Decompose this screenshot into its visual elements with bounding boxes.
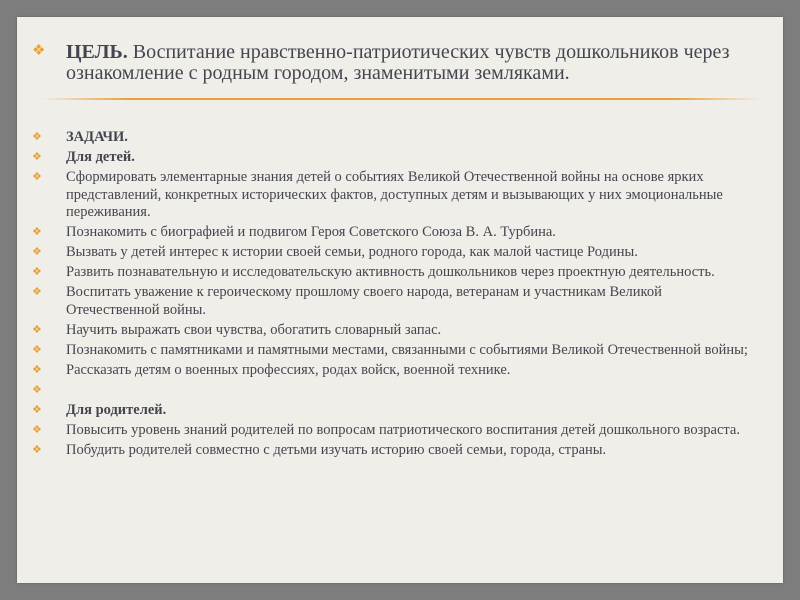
title-label: ЦЕЛЬ. [66, 41, 128, 63]
diamond-bullet-icon: ❖ [32, 131, 42, 143]
list-item [32, 382, 752, 400]
list-item-text: Побудить родителей совместно с детьми изучать историю своей семьи, города, страны. [66, 441, 607, 458]
list-item [32, 129, 752, 147]
list-item [32, 442, 752, 460]
list-item [32, 322, 752, 340]
list-item [32, 284, 752, 319]
diamond-bullet-icon: ❖ [32, 151, 42, 163]
list-item [32, 149, 752, 167]
list-item-text: Познакомить с биографией и подвигом Героя Советского Союза В. А. Турбина. [66, 224, 556, 240]
list-item [32, 422, 752, 440]
diamond-bullet-icon: ❖ [32, 43, 46, 59]
list-item-text: Познакомить с памятниками и памятными местами, связанными с событиями Великой Отечественной войны; [66, 341, 748, 358]
list-item [32, 362, 752, 380]
list-item-text: Сформировать элементарные знания детей о событиях Великой Отечественной войны на основе ярких представлений, конкретных исторических фактов, доступных детям и вызывающих у них эмоциональные переживания. [66, 169, 723, 220]
diamond-bullet-icon: ❖ [32, 266, 42, 278]
diamond-bullet-icon: ❖ [32, 403, 42, 416]
list-item-text: Вызвать у детей интерес к истории своей семьи, родного города, как малой частице Родины. [66, 244, 638, 260]
list-item-text: Для детей. [66, 149, 135, 165]
diamond-bullet-icon: ❖ [32, 226, 42, 238]
list-item [32, 264, 752, 282]
diamond-bullet-icon: ❖ [32, 423, 42, 436]
list-item [32, 169, 752, 222]
list-item-text: ЗАДАЧИ. [66, 129, 128, 145]
list-item-text: Развить познавательную и исследовательскую активность дошкольников через проектную деятельность. [66, 264, 715, 280]
diamond-bullet-icon: ❖ [32, 246, 42, 258]
list-item-text: Воспитать уважение к героическому прошлому своего народа, ветеранам и участникам Великой Отечественной войны. [66, 284, 662, 318]
list-item [32, 224, 752, 242]
diamond-bullet-icon: ❖ [32, 363, 42, 376]
list-item-text: Для родителей. [66, 401, 167, 418]
diamond-bullet-icon: ❖ [32, 286, 42, 298]
title-divider [41, 98, 761, 100]
list-item [32, 342, 752, 360]
diamond-bullet-icon: ❖ [32, 323, 42, 336]
list-item-text: Повысить уровень знаний родителей по вопросам патриотического воспитания детей дошкольного возраста. [66, 421, 740, 438]
title-text [66, 42, 752, 84]
slide [17, 17, 783, 583]
title-body: Воспитание нравственно-патриотических чувств дошкольников через ознакомление с родным городом, знаменитыми земляками. [66, 41, 730, 84]
diamond-bullet-icon: ❖ [32, 383, 42, 396]
list-item [32, 402, 752, 420]
diamond-bullet-icon: ❖ [32, 171, 42, 183]
list-item-text: Рассказать детям о военных профессиях, родах войск, военной технике. [66, 361, 511, 378]
task-list [32, 129, 752, 462]
list-item-text: Научить выражать свои чувства, обогатить словарный запас. [66, 321, 442, 338]
list-item [32, 244, 752, 262]
diamond-bullet-icon: ❖ [32, 443, 42, 456]
diamond-bullet-icon: ❖ [32, 343, 42, 356]
slide-title [32, 42, 752, 84]
